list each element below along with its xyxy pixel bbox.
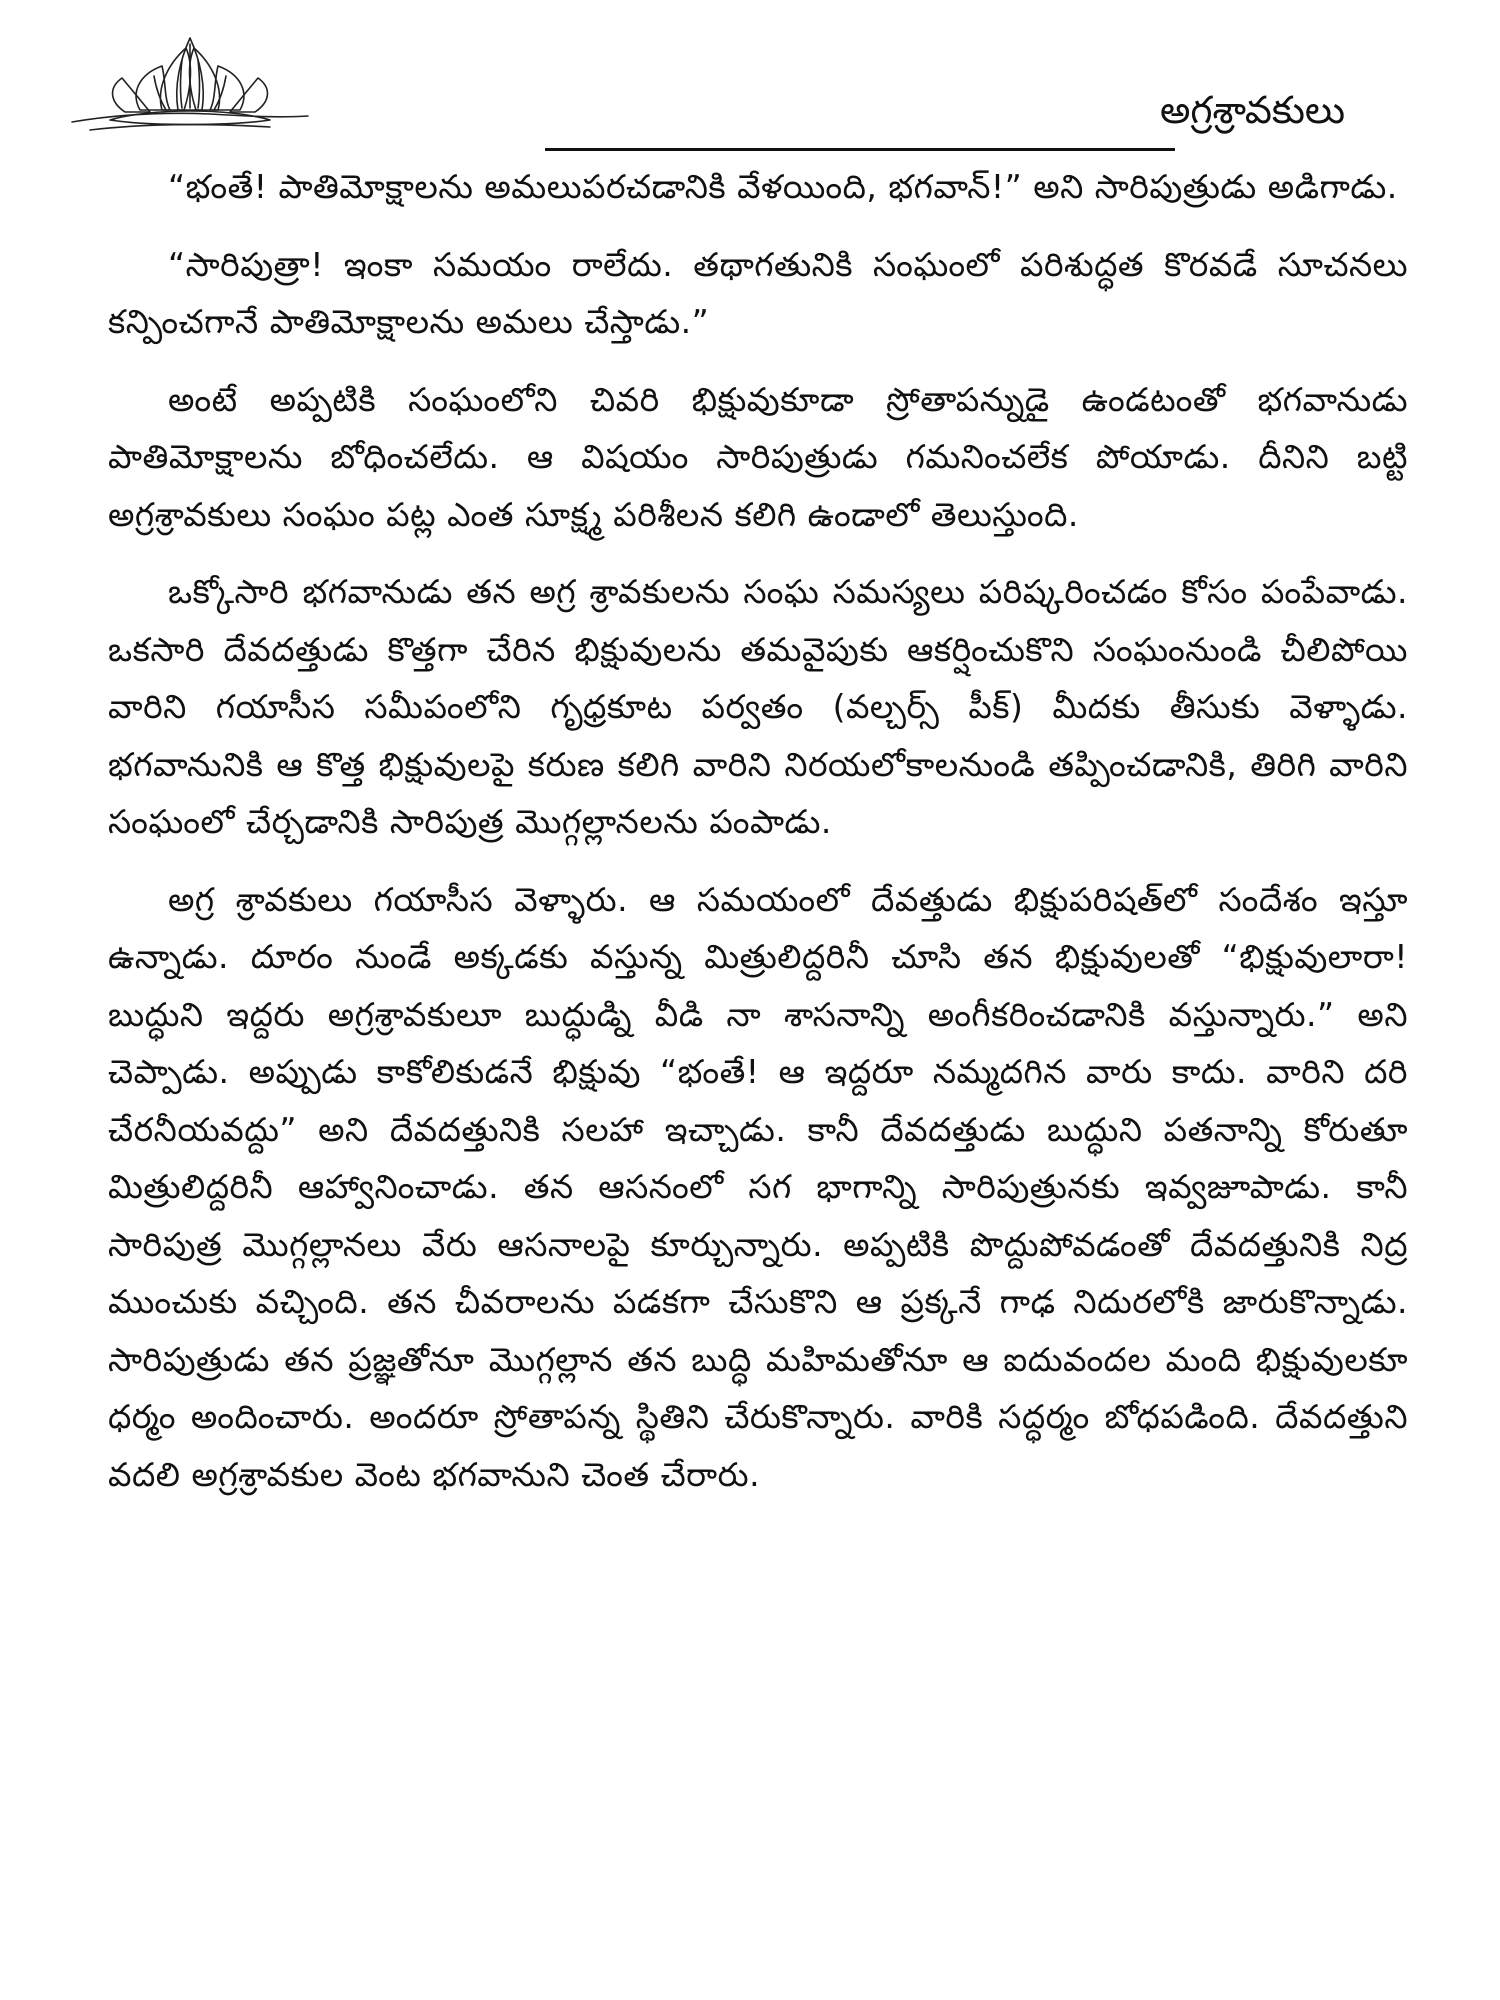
paragraph: “భంతే! పాతిమోక్షాలను అమలుపరచడానికి వేళయింది, భగవాన్!” అని సారిపుత్రుడు అడిగాడు.: [168, 167, 1398, 206]
paragraph: ఒక్కోసారి భగవానుడు తన అగ్ర శ్రావకులను సంఘ సమస్యలు పరిష్కరించడం కోసం పంపేవాడు. ఒకసారి దేవదత్తుడు కొత్తగా చేరిన భిక్షువులను తమవైపుకు ఆకర్షించుకొని సంఘంనుండి చీలిపోయి వారిని గయాసీస సమీపంలోని గృధ్రకూట పర్వతం (వల్చర్స్ పీక్) మీదకు తీసుకు వెళ్ళాడు. భగవానునికి ఆ కొత్త భిక్షువులపై కరుణ కలిగి వారిని నిరయలోకాలనుండి తప్పించడానికి, తిరిగి వారిని సంఘంలో చేర్చడానికి సారిపుత్ర మొగ్గల్లానలను పంపాడు.: [108, 572, 1408, 841]
paragraph: “సారిపుత్రా! ఇంకా సమయం రాలేదు. తథాగతునికి సంఘంలో పరిశుద్ధత కొరవడే సూచనలు కన్పించగానే పాతిమోక్షాలను అమలు చేస్తాడు.”: [108, 244, 1408, 341]
running-title: అగ్రశ్రావకులు: [1160, 88, 1345, 132]
body-text: [108, 158, 1408, 1523]
paragraph: అగ్ర శ్రావకులు గయాసీస వెళ్ళారు. ఆ సమయంలో దేవత్తుడు భిక్షుపరిషత్‌లో సందేశం ఇస్తూ ఉన్నాడు. దూరం నుండే అక్కడకు వస్తున్న మిత్రులిద్దరినీ చూసి తన భిక్షువులతో “భిక్షువులారా! బుద్ధుని ఇద్దరు అగ్రశ్రావకులూ బుద్ధుడ్ని వీడి నా శాసనాన్ని అంగీకరించడానికి వస్తున్నారు.” అని చెప్పాడు. అప్పుడు కాకోలికుడనే భిక్షువు “భంతే! ఆ ఇద్దరూ నమ్మదగిన వారు కాదు. వారిని దరి చేరనీయవద్దు” అని దేవదత్తునికి సలహా ఇచ్చాడు. కానీ దేవదత్తుడు బుద్ధుని పతనాన్ని కోరుతూ మిత్రులిద్దరినీ ఆహ్వానించాడు. తన ఆసనంలో సగ భాగాన్ని సారిపుత్రునకు ఇవ్వజూపాడు. కానీ సారిపుత్ర మొగ్గల్లానలు వేరు ఆసనాలపై కూర్చున్నారు. అప్పటికి పొద్దుపోవడంతో దేవదత్తునికి నిద్ర ముంచుకు వచ్చింది. తన చీవరాలను పడకగా చేసుకొని ఆ ప్రక్కనే గాఢ నిదురలోకి జారుకొన్నాడు. సారిపుత్రుడు తన ప్రజ్ఞతోనూ మొగ్గల్లాన తన బుద్ధి మహిమతోనూ ఆ ఐదువందల మంది భిక్షువులకూ ధర్మం అందించారు. అందరూ స్రోతాపన్న స్థితిని చేరుకొన్నారు. వారికి సద్ధర్మం బోధపడింది. దేవదత్తుని వదలి అగ్రశ్రావకుల వెంట భగవానుని చెంత చేరారు.: [108, 879, 1408, 1494]
paragraph: అంటే అప్పటికి సంఘంలోని చివరి భిక్షువుకూడా స్రోతాపన్నుడై ఉండటంతో భగవానుడు పాతిమోక్షాలను బోధించలేదు. ఆ విషయం సారిపుత్రుడు గమనించలేక పోయాడు. దీనిని బట్టి అగ్రశ్రావకులు సంఘం పట్ల ఎంత సూక్ష్మ పరిశీలన కలిగి ఉండాలో తెలుస్తుంది.: [108, 379, 1408, 534]
lotus-icon: [70, 30, 310, 140]
header-rule: [545, 148, 1175, 151]
